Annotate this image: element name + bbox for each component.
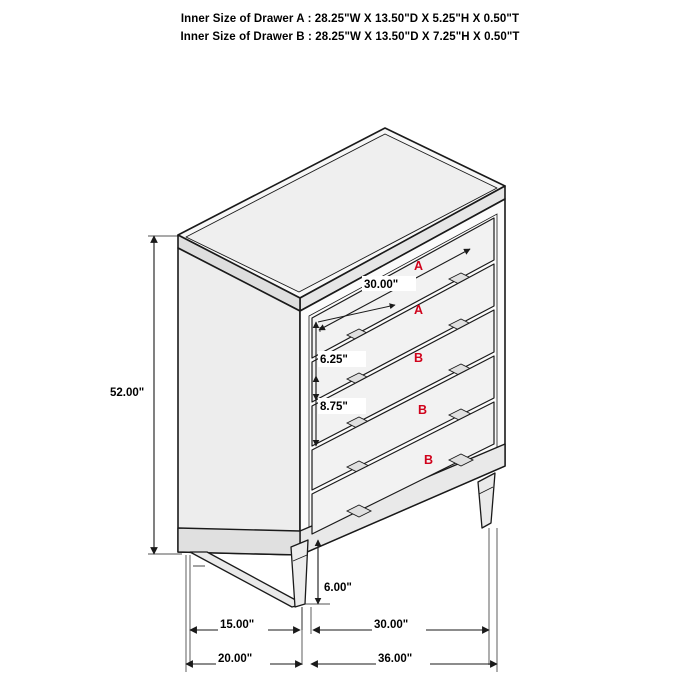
drawer-a-spec-line: Inner Size of Drawer A : 28.25"W X 13.50"D X 5.25"H X 0.50"T [180, 13, 520, 25]
drawer-b-spec-line: Inner Size of Drawer B : 28.25"W X 13.50"D X 7.25"H X 0.50"T [180, 31, 520, 43]
dim-side-depth-upper-text: 15.00" [220, 619, 255, 631]
dim-drawer-front-width-text: 30.00" [364, 279, 399, 291]
dim-drawer-a-height-text: 6.25" [320, 354, 348, 366]
dim-side-depth-lower [186, 650, 302, 665]
cabinet-body [178, 128, 505, 607]
leg-front-right-shape [478, 473, 495, 528]
dim-total-height-text: 52.00" [110, 387, 145, 399]
dim-front-width-lower-text: 36.00" [378, 653, 413, 665]
drawer-label-3: B [414, 351, 424, 365]
dim-front-width-upper [313, 616, 489, 631]
leg-front-right [478, 473, 495, 528]
dim-side-depth-lower-text: 20.00" [218, 653, 253, 665]
leg-front-center [291, 540, 308, 607]
drawer-label-2: A [414, 303, 424, 317]
leg-front-left [190, 552, 303, 607]
dim-front-width-lower [311, 650, 497, 665]
leg-front-left-shape [190, 552, 303, 607]
drawer-label-4: B [418, 403, 428, 417]
dim-leg-height-text: 6.00" [324, 582, 352, 594]
cabinet-base-rail-side [178, 528, 300, 555]
leg-front-center-shape [291, 540, 308, 607]
dim-front-width-upper-text: 30.00" [374, 619, 409, 631]
drawer-label-5: B [424, 453, 434, 467]
dim-side-depth-upper [190, 616, 300, 631]
dim-total-height [104, 236, 182, 554]
drawer-label-1: A [414, 259, 424, 273]
dim-drawer-b-height-text: 8.75" [320, 401, 348, 413]
